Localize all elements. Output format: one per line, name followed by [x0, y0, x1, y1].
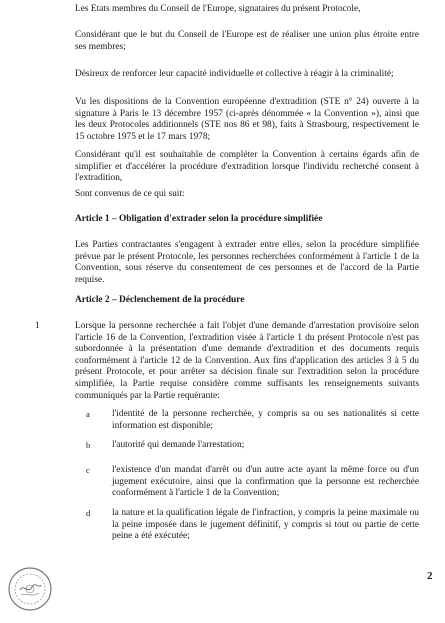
item-letter-b: b — [86, 440, 91, 450]
item-d-text: la nature et la qualification légale de l'infraction, y compris la peine maximale ou la peine imposée dans le jugement définitif, y compris si tout ou partie de cette peine a été exécutée; — [112, 508, 419, 542]
preamble-agreed: Sont convenus de ce qui suit: — [75, 189, 185, 199]
item-c-text: l'existence d'un mandat d'arrêt ou d'un autre acte ayant la même force ou d'un jugement exécutoire, ainsi que la confirmation que la personne est recherchée conformément à l'article 1 de la Convention; — [112, 465, 419, 499]
preamble-union: Considérant que le but du Conseil de l'Europe est de réaliser une union plus étroite entre ses membres; — [75, 30, 419, 52]
page-number: 2 — [427, 570, 433, 582]
seal-stamp-icon — [6, 565, 54, 613]
article-1-heading: Article 1 – Obligation d'extrader selon la procédure simplifiée — [75, 214, 323, 224]
preamble-signatories: Les Etats membres du Conseil de l'Europe, signataires du présent Protocole, — [75, 4, 361, 14]
article-2-heading: Article 2 – Déclenchement de la procédure — [75, 295, 245, 305]
article-1-text: Les Parties contractantes s'engagent à extrader entre elles, selon la procédure simplifiée prévue par le présent Protocole, les personnes recherchées conformément à l'article 1 de la Convention, sous réserve du consentement de ces personnes et de l'accord de la Partie requise. — [75, 240, 419, 285]
paragraph-number: 1 — [35, 321, 40, 331]
item-letter-c: c — [86, 465, 90, 475]
item-b-text: l'autorité qui demande l'arrestation; — [112, 440, 245, 450]
preamble-considering: Considérant qu'il est souhaitable de compléter la Convention à certains égards afin de simplifier et d'accélérer la procédure d'extradition lorsque l'individu recherché consent à l'extradition, — [75, 150, 419, 184]
preamble-convention: Vu les dispositions de la Convention européenne d'extradition (STE n° 24) ouverte à la signature à Paris le 13 décembre 1957 (ci-après dénommée « la Convention »), ainsi que les deux Protocoles additionnels (STE nos 86 et 98), faits à Strasbourg, respectivement le 15 octobre 1975 et le 17 mars 1978; — [75, 97, 419, 142]
item-a-text: l'identité de la personne recherchée, y compris sa ou ses nationalités si cette information est disponible; — [112, 409, 419, 431]
article-2-paragraph: Lorsque la personne recherchée a fait l'objet d'une demande d'arrestation provisoire selon l'article 16 de la Convention, l'extradition visée à l'article 1 du présent Protocole n'est pas subordonnée à la présentation d'une demande d'extradition et des documents requis conformément à l'article 12 de la Convention. Aux fins d'application des articles 3 à 5 du présent Protocole, et pour arrêter sa décision finale sur l'extradition selon la procédure simplifiée, la Partie requise considère comme suffisants les renseignements suivants communiqués par la Partie requérante: — [75, 321, 419, 401]
item-letter-d: d — [86, 508, 91, 518]
preamble-criminality: Désireux de renforcer leur capacité individuelle et collective à réagir à la criminalité; — [75, 69, 394, 79]
item-letter-a: a — [86, 409, 90, 419]
